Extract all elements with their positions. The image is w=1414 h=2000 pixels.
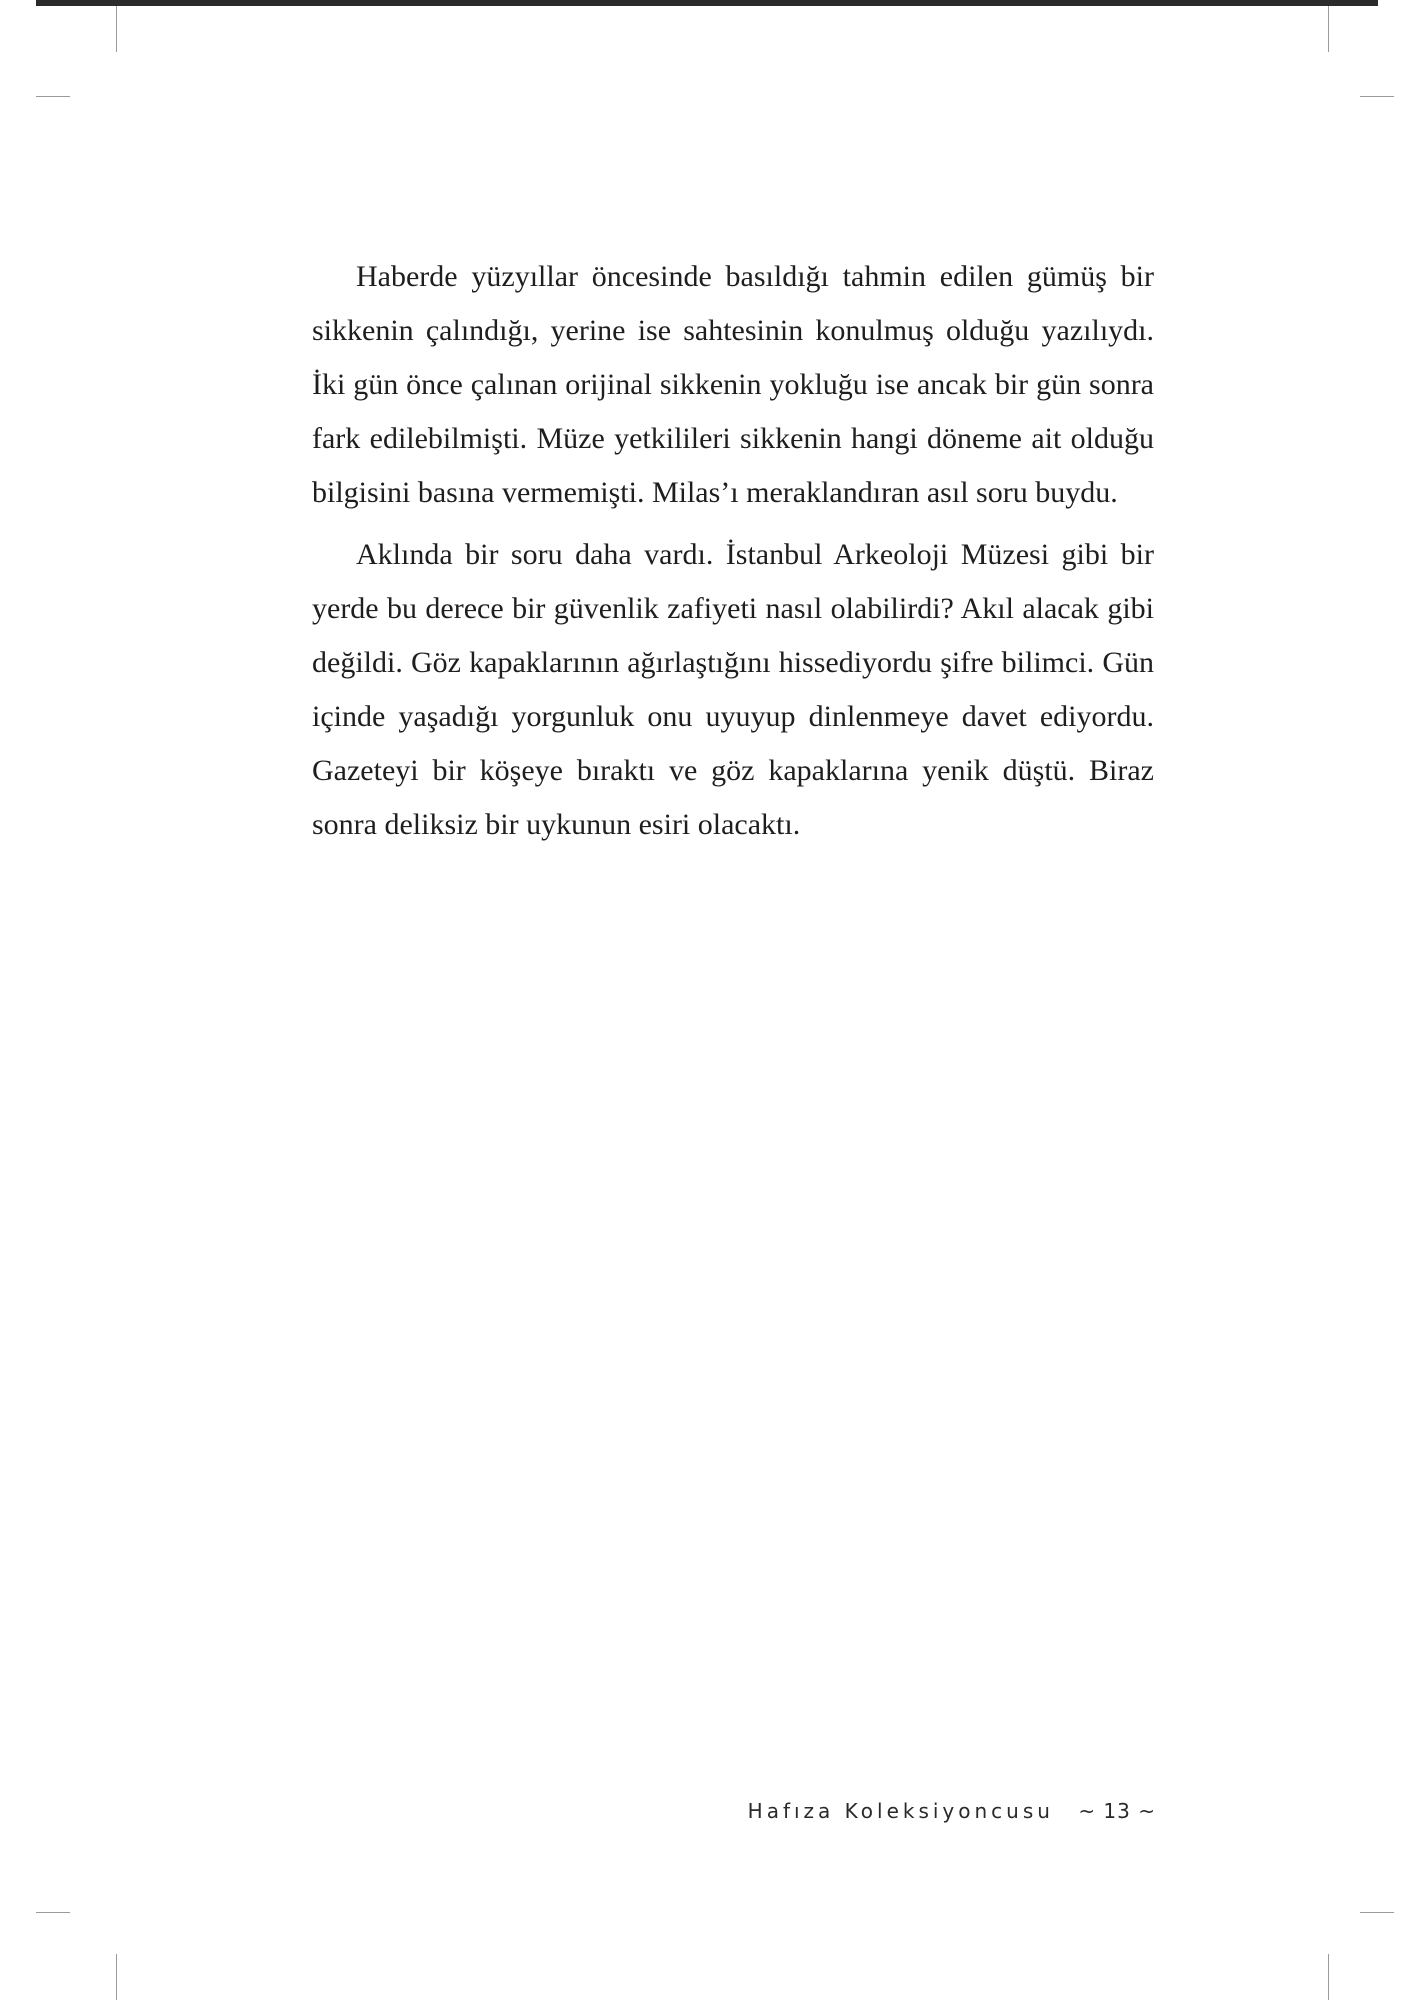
top-border-rule: [36, 0, 1378, 6]
crop-mark-bottom-left-horizontal: [36, 1912, 70, 1913]
crop-mark-top-left-vertical: [116, 6, 117, 52]
paragraph: Haberde yüzyıllar öncesinde basıldığı tahmin edilen gümüş bir sikkenin çalındığı, yerine ise sahtesinin konulmuş olduğu yazılıydı. İki gün önce çalınan orijinal sikkenin yokluğu ise ancak bir gün sonra fark edilebilmişti. Müze yetkilileri sikkenin hangi döneme ait olduğu bilgisini basına vermemişti. Milas’ı meraklandıran asıl soru buydu.: [312, 260, 1154, 509]
crop-mark-top-right-horizontal: [1360, 96, 1394, 97]
page-footer: [748, 1794, 1156, 1828]
crop-mark-bottom-right-horizontal: [1360, 1912, 1394, 1913]
crop-mark-top-right-vertical: [1328, 6, 1329, 52]
paragraph: Aklında bir soru daha vardı. İstanbul Arkeoloji Müzesi gibi bir yerde bu derece bir güvenlik zafiyeti nasıl olabilirdi? Akıl alacak gibi değildi. Göz kapaklarının ağırlaştığını hissediyordu şifre bilimci. Gün içinde yaşadığı yorgunluk onu uyuyup dinlenmeye davet ediyordu. Gazeteyi bir köşeye bıraktı ve göz kapaklarına yenik düştü. Biraz sonra deliksiz bir uykunun esiri olacaktı.: [312, 538, 1154, 841]
page-number: ~ 13 ~: [1078, 1799, 1156, 1823]
crop-mark-top-left-horizontal: [36, 96, 70, 97]
page-body-text: [312, 250, 1154, 860]
crop-mark-bottom-left-vertical: [116, 1954, 117, 2000]
running-title: Hafıza Koleksiyoncusu: [747, 1799, 1054, 1823]
crop-mark-bottom-right-vertical: [1328, 1954, 1329, 2000]
